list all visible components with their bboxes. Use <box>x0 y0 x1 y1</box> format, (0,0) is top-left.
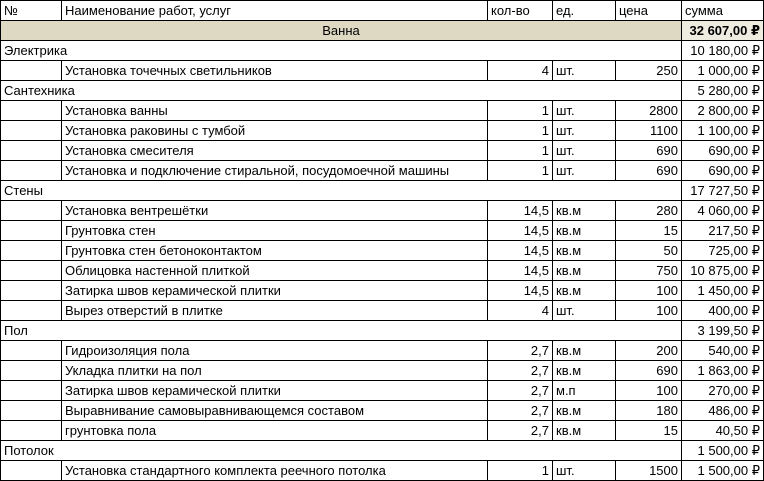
table-row <box>1 201 764 221</box>
row-price[interactable]: 750 <box>616 261 682 281</box>
row-sum[interactable]: 400,00 ₽ <box>682 301 764 321</box>
row-name[interactable]: Выравнивание самовыравнивающемся составом <box>62 401 488 421</box>
row-name[interactable]: Установка стандартного комплекта реечного потолка <box>62 461 488 481</box>
row-unit[interactable]: кв.м <box>553 221 616 241</box>
row-unit[interactable]: кв.м <box>553 241 616 261</box>
table-row <box>1 361 764 381</box>
row-name[interactable]: Установка раковины с тумбой <box>62 121 488 141</box>
header-num[interactable]: № <box>1 1 62 21</box>
section-blank[interactable] <box>488 41 682 61</box>
row-price[interactable]: 200 <box>616 341 682 361</box>
row-qty[interactable]: 1 <box>488 121 553 141</box>
row-price[interactable]: 100 <box>616 381 682 401</box>
row-unit[interactable]: кв.м <box>553 421 616 441</box>
table-row <box>1 61 764 81</box>
table-row <box>1 221 764 241</box>
table-row <box>1 341 764 361</box>
row-qty[interactable]: 2,7 <box>488 401 553 421</box>
row-sum[interactable]: 486,00 ₽ <box>682 401 764 421</box>
row-price[interactable]: 100 <box>616 301 682 321</box>
table-row <box>1 421 764 441</box>
row-unit[interactable]: шт. <box>553 461 616 481</box>
row-qty[interactable]: 2,7 <box>488 381 553 401</box>
row-unit[interactable]: кв.м <box>553 341 616 361</box>
row-qty[interactable]: 14,5 <box>488 261 553 281</box>
section-total[interactable]: 10 180,00 ₽ <box>682 41 764 61</box>
row-qty[interactable]: 14,5 <box>488 281 553 301</box>
row-name[interactable]: Грунтовка стен <box>62 221 488 241</box>
row-num-cell[interactable] <box>1 141 62 161</box>
row-num-cell[interactable] <box>1 221 62 241</box>
row-num-cell[interactable] <box>1 201 62 221</box>
row-name[interactable]: Облицовка настенной плиткой <box>62 261 488 281</box>
section-name[interactable]: Стены <box>1 181 488 201</box>
row-unit[interactable]: шт. <box>553 161 616 181</box>
section-name[interactable]: Потолок <box>1 441 488 461</box>
section-row <box>1 181 764 201</box>
section-name[interactable]: Пол <box>1 321 488 341</box>
table-row <box>1 261 764 281</box>
row-unit[interactable]: кв.м <box>553 201 616 221</box>
row-sum[interactable]: 725,00 ₽ <box>682 241 764 261</box>
table-row <box>1 281 764 301</box>
row-qty[interactable]: 4 <box>488 301 553 321</box>
table-row <box>1 121 764 141</box>
row-sum[interactable]: 1 500,00 ₽ <box>682 461 764 481</box>
row-sum[interactable]: 1 000,00 ₽ <box>682 61 764 81</box>
row-name[interactable]: Установка вентрешётки <box>62 201 488 221</box>
row-unit[interactable]: кв.м <box>553 281 616 301</box>
row-price[interactable]: 250 <box>616 61 682 81</box>
row-sum[interactable]: 1 863,00 ₽ <box>682 361 764 381</box>
table-row <box>1 381 764 401</box>
table-row <box>1 141 764 161</box>
row-qty[interactable]: 14,5 <box>488 241 553 261</box>
row-sum[interactable]: 690,00 ₽ <box>682 161 764 181</box>
row-qty[interactable]: 1 <box>488 161 553 181</box>
main-title[interactable]: Ванна <box>1 21 682 41</box>
row-qty[interactable]: 2,7 <box>488 341 553 361</box>
header-qty[interactable]: кол-во <box>488 1 553 21</box>
row-num-cell[interactable] <box>1 401 62 421</box>
section-blank[interactable] <box>488 321 682 341</box>
row-num-cell[interactable] <box>1 301 62 321</box>
row-num-cell[interactable] <box>1 241 62 261</box>
section-blank[interactable] <box>488 181 682 201</box>
row-price[interactable]: 690 <box>616 141 682 161</box>
row-price[interactable]: 180 <box>616 401 682 421</box>
row-num-cell[interactable] <box>1 421 62 441</box>
table-row <box>1 401 764 421</box>
row-unit[interactable]: шт. <box>553 141 616 161</box>
row-name[interactable]: Вырез отверстий в плитке <box>62 301 488 321</box>
section-total[interactable]: 17 727,50 ₽ <box>682 181 764 201</box>
row-qty[interactable]: 4 <box>488 61 553 81</box>
row-num-cell[interactable] <box>1 101 62 121</box>
row-qty[interactable]: 1 <box>488 461 553 481</box>
section-blank[interactable] <box>488 81 682 101</box>
row-sum[interactable]: 690,00 ₽ <box>682 141 764 161</box>
row-unit[interactable]: кв.м <box>553 261 616 281</box>
row-price[interactable]: 690 <box>616 161 682 181</box>
header-price[interactable]: цена <box>616 1 682 21</box>
row-sum[interactable]: 1 100,00 ₽ <box>682 121 764 141</box>
row-price[interactable]: 100 <box>616 281 682 301</box>
row-qty[interactable]: 14,5 <box>488 201 553 221</box>
row-name[interactable]: Установка и подключение стиральной, посудомоечной машины <box>62 161 488 181</box>
row-price[interactable]: 2800 <box>616 101 682 121</box>
section-row <box>1 441 764 461</box>
header-row <box>1 1 764 21</box>
row-num-cell[interactable] <box>1 261 62 281</box>
row-name[interactable]: грунтовка пола <box>62 421 488 441</box>
row-num-cell[interactable] <box>1 61 62 81</box>
row-price[interactable]: 1500 <box>616 461 682 481</box>
section-total[interactable]: 3 199,50 ₽ <box>682 321 764 341</box>
row-sum[interactable]: 40,50 ₽ <box>682 421 764 441</box>
row-price[interactable]: 1100 <box>616 121 682 141</box>
row-unit[interactable]: кв.м <box>553 361 616 381</box>
row-num-cell[interactable] <box>1 121 62 141</box>
row-sum[interactable]: 270,00 ₽ <box>682 381 764 401</box>
row-unit[interactable]: шт. <box>553 121 616 141</box>
table-row <box>1 461 764 481</box>
estimate-table-body <box>1 1 764 481</box>
main-row <box>1 21 764 41</box>
header-unit[interactable]: ед. <box>553 1 616 21</box>
section-blank[interactable] <box>488 441 682 461</box>
row-name[interactable]: Затирка швов керамической плитки <box>62 281 488 301</box>
header-sum[interactable]: сумма <box>682 1 764 21</box>
row-unit[interactable]: шт. <box>553 61 616 81</box>
row-name[interactable]: Укладка плитки на пол <box>62 361 488 381</box>
row-sum[interactable]: 4 060,00 ₽ <box>682 201 764 221</box>
table-row <box>1 101 764 121</box>
row-qty[interactable]: 14,5 <box>488 221 553 241</box>
row-sum[interactable]: 10 875,00 ₽ <box>682 261 764 281</box>
row-num-cell[interactable] <box>1 461 62 481</box>
row-unit[interactable]: м.п <box>553 381 616 401</box>
row-price[interactable]: 15 <box>616 421 682 441</box>
section-total[interactable]: 5 280,00 ₽ <box>682 81 764 101</box>
row-unit[interactable]: шт. <box>553 101 616 121</box>
row-qty[interactable]: 2,7 <box>488 421 553 441</box>
row-num-cell[interactable] <box>1 281 62 301</box>
table-row <box>1 241 764 261</box>
section-row <box>1 41 764 61</box>
row-name[interactable]: Установка ванны <box>62 101 488 121</box>
section-total[interactable]: 1 500,00 ₽ <box>682 441 764 461</box>
section-row <box>1 81 764 101</box>
section-row <box>1 321 764 341</box>
row-name[interactable]: Гидроизоляция пола <box>62 341 488 361</box>
row-name[interactable]: Грунтовка стен бетоноконтактом <box>62 241 488 261</box>
section-name[interactable]: Электрика <box>1 41 488 61</box>
table-row <box>1 301 764 321</box>
row-sum[interactable]: 217,50 ₽ <box>682 221 764 241</box>
row-name[interactable]: Установка смесителя <box>62 141 488 161</box>
row-num-cell[interactable] <box>1 381 62 401</box>
row-sum[interactable]: 2 800,00 ₽ <box>682 101 764 121</box>
row-qty[interactable]: 1 <box>488 141 553 161</box>
section-name[interactable]: Сантехника <box>1 81 488 101</box>
row-sum[interactable]: 1 450,00 ₽ <box>682 281 764 301</box>
row-qty[interactable]: 2,7 <box>488 361 553 381</box>
header-name[interactable]: Наименование работ, услуг <box>62 1 488 21</box>
row-qty[interactable]: 1 <box>488 101 553 121</box>
row-price[interactable]: 280 <box>616 201 682 221</box>
row-price[interactable]: 50 <box>616 241 682 261</box>
row-name[interactable]: Установка точечных светильников <box>62 61 488 81</box>
row-num-cell[interactable] <box>1 161 62 181</box>
row-price[interactable]: 690 <box>616 361 682 381</box>
main-total[interactable]: 32 607,00 ₽ <box>682 21 764 41</box>
row-price[interactable]: 15 <box>616 221 682 241</box>
row-num-cell[interactable] <box>1 361 62 381</box>
row-sum[interactable]: 540,00 ₽ <box>682 341 764 361</box>
row-unit[interactable]: шт. <box>553 301 616 321</box>
table-row <box>1 161 764 181</box>
row-unit[interactable]: кв.м <box>553 401 616 421</box>
row-name[interactable]: Затирка швов керамической плитки <box>62 381 488 401</box>
row-num-cell[interactable] <box>1 341 62 361</box>
